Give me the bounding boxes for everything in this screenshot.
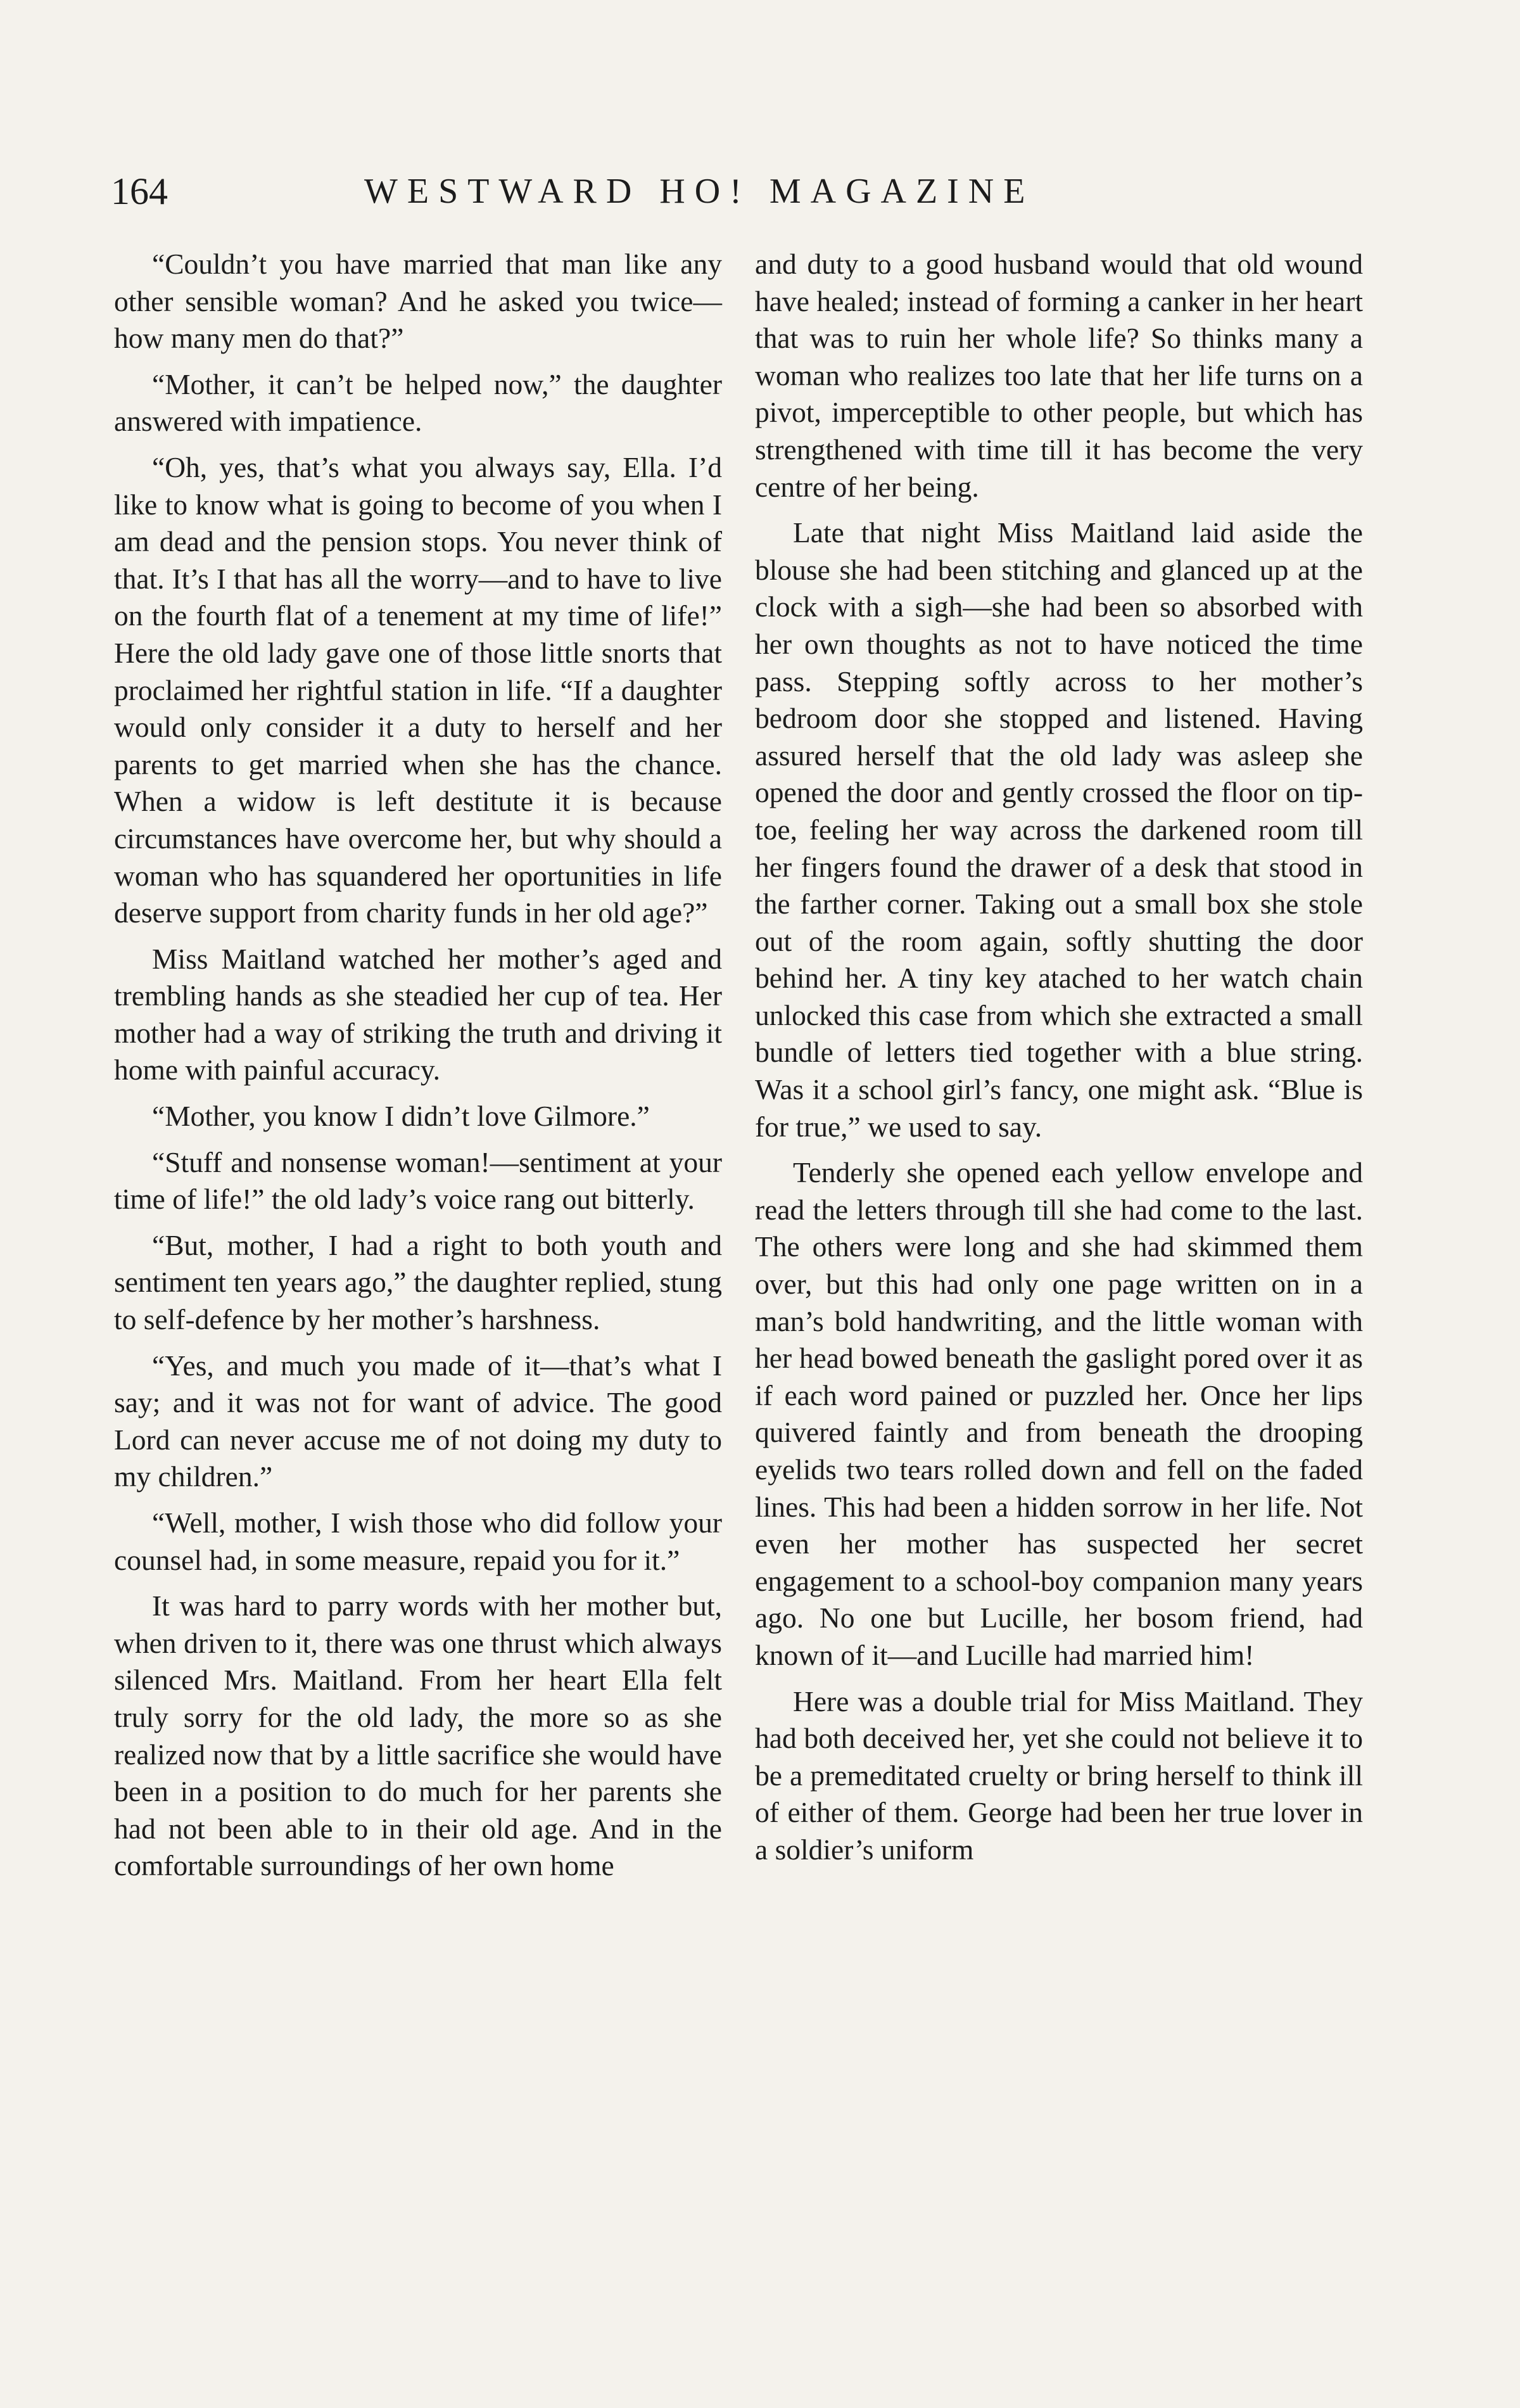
paragraph: “Yes, and much you made of it—that’s what I say; and it was not for want of advice. The good Lord can never accuse me of not doing my duty to my children.” — [114, 1349, 722, 1493]
paragraph: “Well, mother, I wish those who did follow your counsel had, in some measure, repaid you for it.” — [114, 1507, 722, 1576]
paragraph: Late that night Miss Maitland laid aside the blouse she had been stitching and glanced up at the clock with a sigh—she had been so absorbed with her own thoughts as not to have noticed the time pass. Stepping softly across to her mother’s bedroom door she stopped and listened. Having assured herself that the old lady was asleep she opened the door and gently crossed the floor on tip-toe, feeling her way across the darkened room till her fingers found the drawer of a desk that stood in the farther corner. Taking out a small box she stole out of the room again, softly shutting the door behind her. A tiny key atached to her watch chain unlocked this case from which she extracted a small bundle of letters tied together with a blue string. Was it a school girl’s fancy, one might ask. “Blue is for true,” we used to say. — [755, 516, 1363, 1143]
paragraph: “Couldn’t you have married that man like any other sensible woman? And he asked you twice—how many men do that?” — [114, 248, 722, 355]
page-number: 164 — [111, 170, 168, 212]
paragraph: It was hard to parry words with her mother but, when driven to it, there was one thrust which always silenced Mrs. Maitland. From her heart Ella felt truly sorry for the old lady, the more so as she realized now that by a little sacrifice she would have been in a position to do much for her parents she had not been able to in their old age. And in the comfortable surroundings of her own home — [114, 1589, 722, 1882]
paragraph: “Oh, yes, that’s what you always say, Ella. I’d like to know what is going to become of you when I am dead and the pension stops. You never think of that. It’s I that has all the worry—and to have to live on the fourth flat of a tenement at my time of life!” Here the old lady gave one of those little snorts that proclaimed her rightful station in life. “If a daughter would only consider it a duty to herself and her parents to get married when she has the chance. When a widow is left destitute it is because circumstances have overcome her, but why should a woman who has squandered her oportunities in life deserve support from charity funds in her old age?” — [114, 450, 722, 929]
paragraph: Here was a double trial for Miss Maitland. They had both deceived her, yet she could not believe it to be a premeditated cruelty or bring herself to think ill of either of them. George had been her true lover in a soldier’s uniform — [755, 1685, 1363, 1866]
magazine-title: WESTWARD HO! MAGAZINE — [364, 172, 1035, 211]
paragraph: Miss Maitland watched her mother’s aged and trembling hands as she steadied her cup of tea. Her mother had a way of striking the truth and driving it home with painful accuracy. — [114, 942, 722, 1086]
paragraph: Tenderly she opened each yellow envelope and read the letters through till she had come to the last. The others were long and she had skimmed them over, but this had only one page written on in a man’s bold handwriting, and the little woman with her head bowed beneath the gaslight pored over it as if each word pained or puzzled her. Once her lips quivered faintly and from beneath the drooping eyelids two tears rolled down and fell on the faded lines. This had been a hidden sorrow in her life. Not even her mother has suspected her secret engagement to a school-boy companion many years ago. No one but Lucille, her bosom friend, had known of it—and Lucille had married him! — [755, 1156, 1363, 1671]
left-column — [114, 246, 722, 1894]
right-column — [755, 246, 1363, 1878]
running-head — [111, 166, 1409, 217]
paragraph: “But, mother, I had a right to both youth and sentiment ten years ago,” the daughter replied, stung to self-defence by her mother’s harshness. — [114, 1228, 722, 1336]
paragraph: “Mother, you know I didn’t love Gilmore.” — [152, 1100, 650, 1133]
paragraph: “Stuff and nonsense woman!—sentiment at your time of life!” the old lady’s voice rang out bitterly. — [114, 1145, 722, 1216]
continued-paragraph: and duty to a good husband would that old wound have healed; instead of forming a canker in her heart that was to ruin her whole life? So thinks many a woman who realizes too late that her life turns on a pivot, imperceptible to other people, but which has strengthened with time till it has become the very centre of her being. — [755, 248, 1363, 503]
paragraph: “Mother, it can’t be helped now,” the daughter answered with impatience. — [114, 367, 722, 438]
